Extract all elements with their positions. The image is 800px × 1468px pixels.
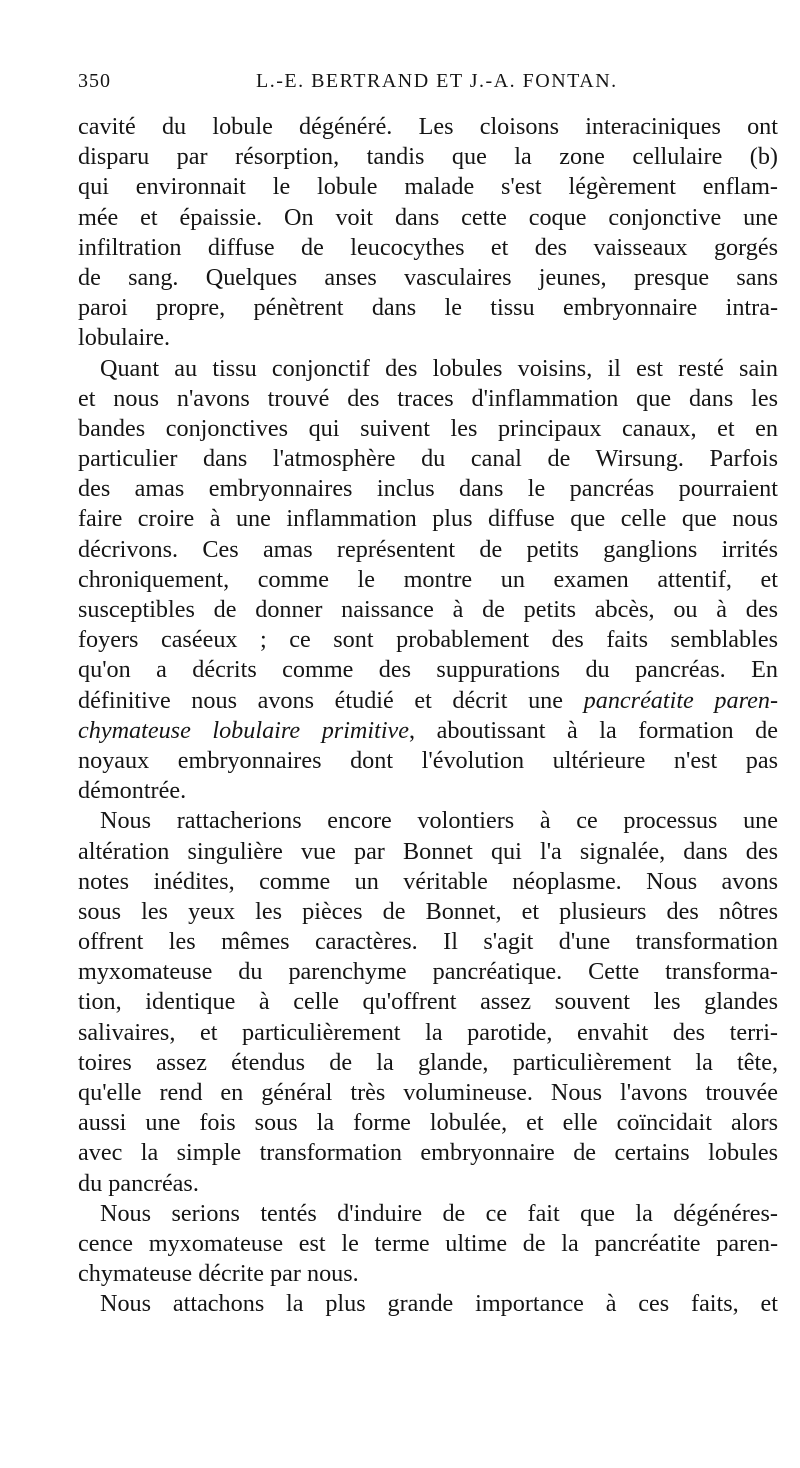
text-line: cence myxomateuse est le terme ultime de la pancréatite paren-: [78, 1229, 778, 1257]
text-line: toires assez étendus de la glande, particulièrement la tête,: [78, 1048, 778, 1076]
text-line: qui environnait le lobule malade s'est légèrement enflam-: [78, 173, 778, 201]
text-segment: définitive nous avons étudié et décrit une: [78, 686, 584, 714]
running-head: L.-E. BERTRAND ET J.-A. FONTAN.: [256, 70, 618, 92]
italic-term: chymateuse lobulaire primitive: [78, 716, 410, 744]
text-line: tion, identique à celle qu'offrent assez souvent les glandes: [78, 988, 778, 1016]
text-line: de sang. Quelques anses vasculaires jeunes, presque sans: [78, 263, 778, 291]
text-line: chroniquement, comme le montre un examen attentif, et: [78, 565, 778, 593]
text-line: myxomateuse du parenchyme pancréatique. Cette transforma-: [78, 958, 778, 986]
text-line: lobulaire.: [78, 324, 171, 352]
text-line: bandes conjonctives qui suivent les principaux canaux, et en: [78, 414, 778, 442]
text-line: avec la simple transformation embryonnaire de certains lobules: [78, 1139, 778, 1167]
text-line: qu'on a décrits comme des suppurations du pancréas. En: [78, 656, 778, 684]
text-segment: , aboutissant à la formation de: [409, 716, 778, 744]
text-line: Nous rattacherions encore volontiers à ce processus une: [100, 807, 778, 835]
text-line: noyaux embryonnaires dont l'évolution ultérieure n'est pas: [78, 746, 778, 774]
text-line: Quant au tissu conjonctif des lobules voisins, il est resté sain: [100, 354, 778, 382]
body-text: [78, 112, 778, 1320]
text-line: faire croire à une inflammation plus diffuse que celle que nous: [78, 505, 778, 533]
text-line: du pancréas.: [78, 1169, 199, 1197]
text-line: démontrée.: [78, 777, 187, 805]
text-line: sous les yeux les pièces de Bonnet, et plusieurs des nôtres: [78, 897, 778, 925]
text-line: Nous attachons la plus grande importance à ces faits, et: [100, 1290, 778, 1318]
text-line: notes inédites, comme un véritable néoplasme. Nous avons: [78, 867, 778, 895]
text-line: des amas embryonnaires inclus dans le pancréas pourraient: [78, 475, 778, 503]
text-line: particulier dans l'atmosphère du canal de Wirsung. Parfois: [78, 445, 778, 473]
text-line: salivaires, et particulièrement la parotide, envahit des terri-: [78, 1018, 778, 1046]
text-line: infiltration diffuse de leucocythes et des vaisseaux gorgés: [78, 233, 778, 261]
text-line: qu'elle rend en général très volumineuse. Nous l'avons trouvée: [78, 1079, 778, 1106]
text-line: paroi propre, pénètrent dans le tissu embryonnaire intra-: [78, 294, 778, 322]
text-line: mée et épaissie. On voit dans cette coque conjonctive une: [78, 203, 778, 231]
text-line: [78, 686, 778, 716]
italic-term: pancréatite paren-: [583, 686, 778, 714]
text-line: [78, 716, 778, 746]
text-line: Nous serions tentés d'induire de ce fait que la dégénéres-: [100, 1199, 778, 1227]
text-line: chymateuse décrite par nous.: [78, 1260, 359, 1288]
text-line: susceptibles de donner naissance à de petits abcès, ou à des: [78, 596, 778, 623]
page-number: 350: [78, 70, 111, 92]
text-line: aussi une fois sous la forme lobulée, et elle coïncidait alors: [78, 1109, 778, 1137]
page-header: [78, 70, 778, 104]
text-line: foyers caséeux ; ce sont probablement des faits semblables: [78, 626, 778, 654]
text-line: cavité du lobule dégénéré. Les cloisons interaciniques ont: [78, 113, 778, 140]
text-line: offrent les mêmes caractères. Il s'agit d'une transformation: [78, 928, 778, 956]
text-line: décrivons. Ces amas représentent de petits ganglions irrités: [78, 535, 778, 563]
text-line: disparu par résorption, tandis que la zone cellulaire (b): [78, 143, 778, 171]
text-line: altération singulière vue par Bonnet qui l'a signalée, dans des: [78, 837, 778, 865]
text-line: et nous n'avons trouvé des traces d'inflammation que dans les: [78, 384, 778, 412]
